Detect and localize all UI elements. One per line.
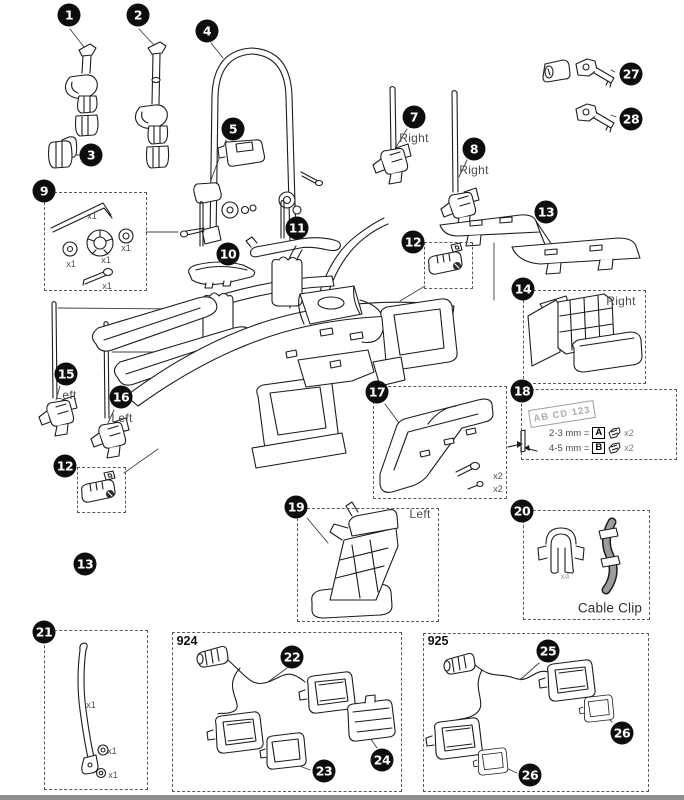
row-b-key: B xyxy=(592,442,605,454)
label-kit-925: 925 xyxy=(427,634,449,648)
label-left-19: Left xyxy=(409,507,431,521)
label-right-7: Right xyxy=(399,131,429,145)
license-plate-sample: AB CD 123 xyxy=(528,400,596,428)
callout-badge-26-bottom: 26 xyxy=(519,764,542,787)
callout-badge-24: 24 xyxy=(371,749,394,772)
callout-badge-7: 7 xyxy=(403,106,426,129)
label-qty-washer: x1 xyxy=(121,243,131,253)
label-cable-clip: Cable Clip xyxy=(577,600,643,616)
label-left-16: Left xyxy=(111,411,133,425)
callout-badge-17: 17 xyxy=(366,381,389,404)
callout-badge-23: 23 xyxy=(313,760,336,783)
part-27-lock-cylinder-key-drawing xyxy=(543,59,614,87)
label-qty-strap-bolt: x1 xyxy=(107,746,117,756)
page-divider xyxy=(0,795,684,800)
callout-badge-11: 11 xyxy=(286,217,309,240)
callout-badge-25: 25 xyxy=(537,640,560,663)
row-a-measure: 2-3 mm = xyxy=(549,427,590,439)
callout-badge-12-lower: 12 xyxy=(54,455,77,478)
callout-badge-8: 8 xyxy=(463,138,486,161)
callout-badge-9: 9 xyxy=(33,180,56,203)
callout-badge-16: 16 xyxy=(110,386,133,409)
callout-badge-28: 28 xyxy=(620,108,643,131)
callout-badge-19: 19 xyxy=(285,496,308,519)
part-28-key-drawing xyxy=(576,104,614,132)
callout-badge-20: 20 xyxy=(511,500,534,523)
label-qty-screw-short: x2 xyxy=(493,484,503,494)
label-kit-924: 924 xyxy=(176,634,198,648)
callout-badge-13-upper: 13 xyxy=(535,201,558,224)
callout-badge-18: 18 xyxy=(511,380,534,403)
callout-badge-27: 27 xyxy=(620,63,643,86)
group-box-19 xyxy=(297,508,439,622)
callout-badge-12-upper: 12 xyxy=(402,231,425,254)
label-qty-knob: x1 xyxy=(101,255,111,265)
plate-clip-icon xyxy=(608,427,621,439)
callout-badge-13-lower: 13 xyxy=(74,553,97,576)
row-b-measure: 4-5 mm = xyxy=(549,442,590,454)
callout-badge-4: 4 xyxy=(196,20,219,43)
callout-badge-26-right: 26 xyxy=(611,722,634,745)
callout-badge-1: 1 xyxy=(58,4,81,27)
plate-clip-icon xyxy=(608,442,621,454)
group-box-12-lower xyxy=(77,467,126,513)
label-right-8: Right xyxy=(459,163,489,177)
group-box-9 xyxy=(44,192,147,291)
row-a-qty: x2 xyxy=(624,428,634,438)
part-3-knob-drawing xyxy=(49,137,77,168)
label-qty-cable-clip: x4 xyxy=(560,571,570,581)
callout-badge-15: 15 xyxy=(55,363,78,386)
label-left-15: Left xyxy=(55,388,77,402)
plate-thickness-row-a xyxy=(549,427,634,439)
part-10-cover-drawing xyxy=(189,262,255,288)
row-a-key: A xyxy=(592,427,605,439)
callout-badge-5: 5 xyxy=(222,118,245,141)
label-qty-bolt: x1 xyxy=(102,281,112,291)
callout-badge-22: 22 xyxy=(281,646,304,669)
label-qty-strap: x1 xyxy=(86,700,96,710)
label-qty-spacer: x1 xyxy=(66,259,76,269)
group-box-12-upper xyxy=(424,242,473,289)
callout-badge-21: 21 xyxy=(33,621,56,644)
label-qty-strap-washer: x1 xyxy=(108,770,118,780)
group-box-21 xyxy=(44,630,148,790)
callout-badge-14: 14 xyxy=(512,278,535,301)
part-11-lever-drawing xyxy=(246,237,340,257)
callout-badge-10: 10 xyxy=(217,243,240,266)
part-1-bike-arm-holder-drawing xyxy=(65,44,98,136)
row-b-qty: x2 xyxy=(624,443,634,453)
callout-badge-2: 2 xyxy=(127,4,150,27)
loose-fasteners-drawing xyxy=(181,201,285,247)
plate-thickness-row-b xyxy=(549,442,634,454)
label-qty-screw-long: x2 xyxy=(493,471,503,481)
label-qty-allen-key: x1 xyxy=(87,211,97,221)
part-2-bike-arm-holder-drawing xyxy=(135,42,168,168)
group-box-17 xyxy=(373,386,507,499)
label-right-14: Right xyxy=(606,294,636,308)
callout-badge-3: 3 xyxy=(80,144,103,167)
